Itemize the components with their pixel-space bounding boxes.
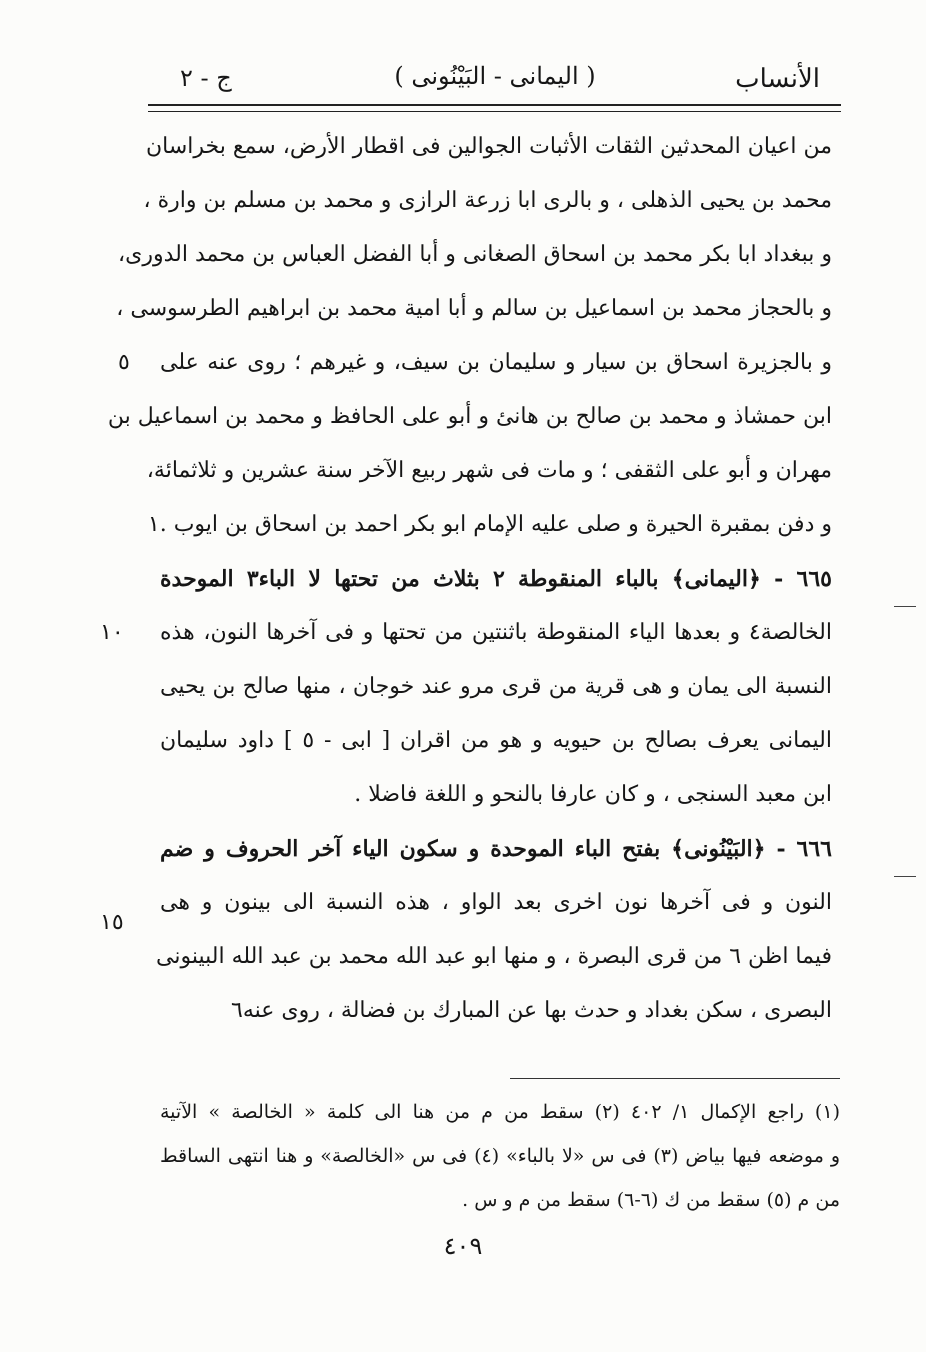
header-rule-thin — [148, 111, 841, 112]
text-line: النون و فى آخرها نون اخرى بعد الواو ، هذه النسبة الى بينون و هى — [160, 890, 832, 915]
footnote-line: (١) راجع الإكمال ١/ ٤٠٢ (٢) سقط من م من هنا الى كلمة « الخالصة » الآتية — [160, 1101, 840, 1123]
text-line: النسبة الى يمان و هى قرية من قرى مرو عند خوجان ، منها صالح بن يحيى — [160, 674, 832, 699]
margin-tick — [894, 606, 916, 607]
footnote-line: من م (٥) سقط من ك (٦-٦) سقط من م و س . — [462, 1189, 840, 1211]
footnotes — [160, 1090, 840, 1222]
text-line: الخالصة٤ و بعدها الياء المنقوطة باثنتين من تحتها و فى آخرها النون، هذه — [160, 620, 832, 645]
entry-666-heading: ٦٦٦ - ﴿البَيْنُونى﴾ بفتح الباء الموحدة و سكون الياء آخر الحروف و ضم — [160, 836, 832, 862]
text-line: محمد بن يحيى الذهلى ، و بالرى ابا زرعة الرازى و محمد بن مسلم بن وارة ، — [143, 188, 832, 213]
footnote-rule — [510, 1078, 840, 1079]
volume-label: ج - ٢ — [180, 64, 232, 92]
margin-tick — [894, 876, 916, 877]
text-line: البصرى ، سكن بغداد و حدث بها عن المبارك بن فضالة ، روى عنه٦ — [230, 998, 832, 1023]
running-header — [150, 58, 840, 98]
header-rule-thick — [148, 104, 841, 106]
text-line: و بالحجاز محمد بن اسماعيل بن سالم و أبا امية محمد بن ابراهيم الطرسوسى ، — [116, 296, 832, 321]
text-line: ابن حمشاذ و محمد بن صالح بن هانئ و أبو على الحافظ و محمد بن اسماعيل بن — [107, 404, 832, 429]
text-line: و بالجزيرة اسحاق بن سيار و سليمان بن سيف، و غيرهم ؛ روى عنه على — [160, 350, 832, 375]
line-number-5: ٥ — [118, 350, 130, 375]
footnote-line: و موضعه فيها بياض (٣) فى س «لا بالباء» (٤) فى س «الخالصة» و هنا انتهى الساقط — [160, 1145, 841, 1167]
text-line: فيما اظن ٦ من قرى البصرة ، و منها ابو عبد الله محمد بن عبد الله البينونى — [156, 944, 832, 969]
book-title: الأنساب — [735, 64, 820, 94]
text-line: و دفن بمقبرة الحيرة و صلى عليه الإمام ابو بكر احمد بن اسحاق بن ايوب .١ — [147, 512, 832, 537]
text-line: ابن معبد السنجى ، و كان عارفا بالنحو و اللغة فاضلا . — [354, 782, 832, 807]
text-line: من اعيان المحدثين الثقات الأثبات الجوالين فى اقطار الأرض، سمع بخراسان — [146, 134, 832, 159]
line-number-15: ١٥ — [100, 910, 124, 935]
entry-665-heading: ٦٦٥ - ﴿اليمانى﴾ بالباء المنقوطة ٢ بثلاث من تحتها لا الباء٣ الموحدة — [160, 566, 832, 592]
entry-range: ( اليمانى - البَيْنُونى ) — [394, 62, 596, 90]
page-number: ٤٠٩ — [443, 1232, 483, 1260]
text-line: و ببغداد ابا بكر محمد بن اسحاق الصغانى و أبا الفضل العباس بن محمد الدورى، — [118, 242, 832, 267]
text-line: مهران و أبو على الثقفى ؛ و مات فى شهر ربيع الآخر سنة عشرين و ثلاثمائة، — [146, 458, 832, 483]
text-line: اليمانى يعرف بصالح بن حيويه و هو من اقران [ ابى - ٥ ] داود سليمان — [160, 728, 833, 753]
line-number-10: ١٠ — [100, 620, 124, 645]
